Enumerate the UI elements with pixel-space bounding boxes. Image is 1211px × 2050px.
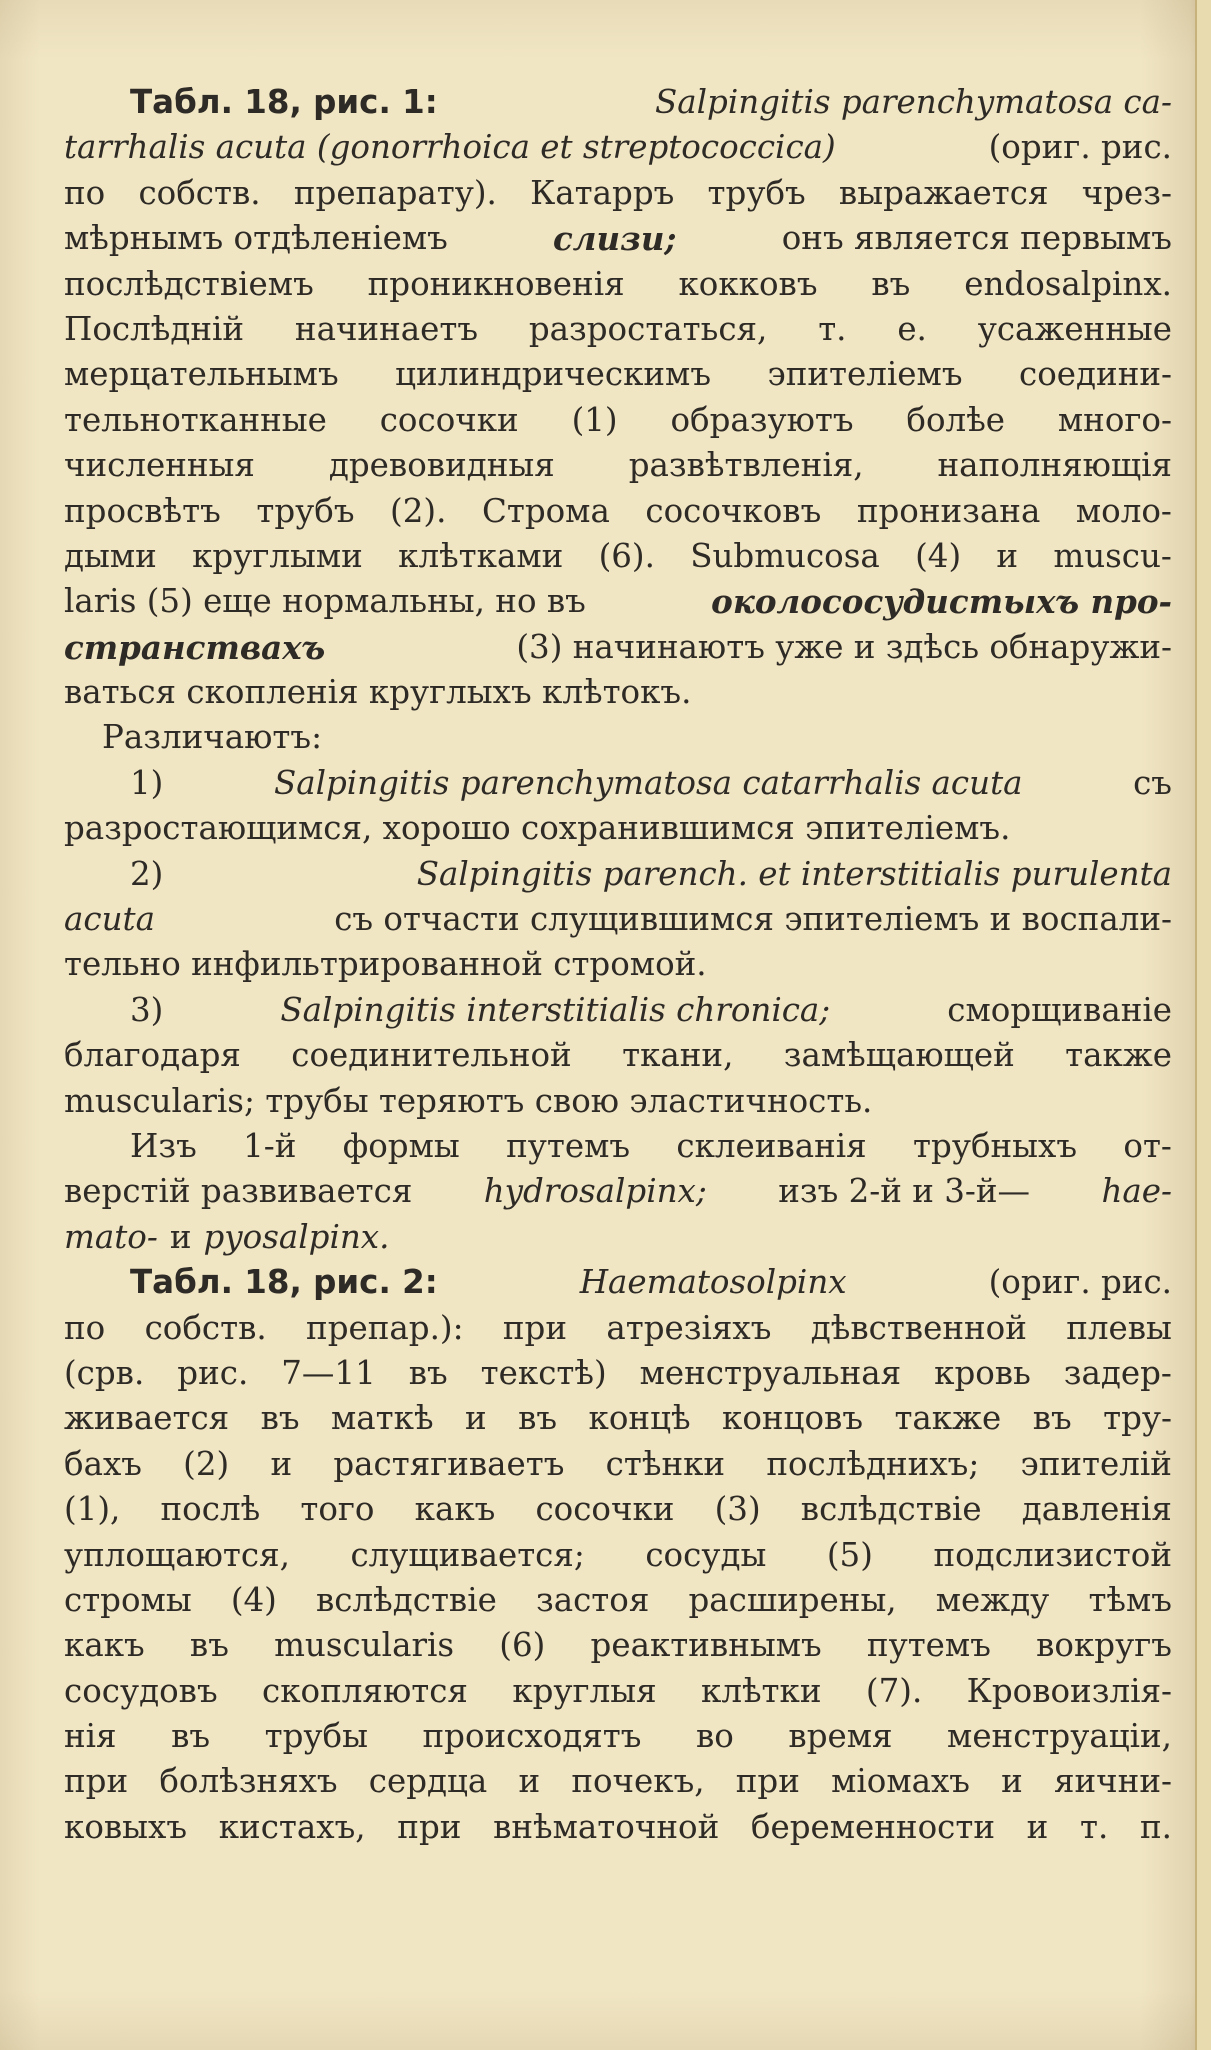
word: въ [518, 1399, 558, 1438]
word: при [64, 1762, 129, 1801]
text-line [64, 1396, 1172, 1441]
word: слущивается; [350, 1535, 585, 1574]
word: по [64, 173, 106, 212]
word: благодаря [64, 1036, 241, 1075]
word: болѣзняхъ [159, 1762, 338, 1801]
text-line [64, 942, 1172, 987]
text-line [64, 398, 1172, 443]
text-line [64, 307, 1172, 352]
text-line [64, 534, 1172, 579]
word: какъ [64, 1626, 145, 1665]
text-line [64, 80, 1172, 125]
word: трубныхъ [913, 1126, 1078, 1165]
latin-term: Salpingitis parench. et interstitialis purulenta [416, 854, 1172, 893]
text-line [64, 171, 1172, 216]
text-line [64, 897, 1172, 942]
word: задер- [1063, 1353, 1172, 1392]
text-segment: сморщиваніе [947, 990, 1172, 1029]
text-line [64, 806, 1172, 851]
text-line [64, 1805, 1172, 1850]
latin-term: tarrhalis acuta (gonorrhoica et streptococcica) [64, 128, 836, 167]
text-segment: и [169, 1217, 192, 1256]
text-line [64, 1169, 1172, 1214]
word: въ [871, 264, 911, 303]
text-segment: верстій развивается [64, 1172, 413, 1211]
word: е. [897, 309, 927, 348]
word: вслѣдствіе [800, 1490, 982, 1529]
text-line [64, 1623, 1172, 1668]
word: Катарръ [530, 173, 675, 212]
word: разростаться, [528, 309, 768, 348]
word: (срв. [64, 1353, 145, 1392]
word: послѣднихъ; [766, 1444, 980, 1483]
word: соединительной [291, 1036, 572, 1075]
word: подслизистой [933, 1535, 1172, 1574]
text-line [64, 1351, 1172, 1396]
word: сосочки [535, 1490, 675, 1529]
word: растягиваетъ [333, 1444, 565, 1483]
word: при [502, 1308, 568, 1347]
item-number: 3) [130, 990, 164, 1029]
list-item [64, 761, 1172, 806]
text-line [64, 1578, 1172, 1623]
text-line [64, 1033, 1172, 1078]
word: (6) [499, 1626, 546, 1665]
word: трубъ [256, 491, 355, 530]
word: от- [1123, 1126, 1172, 1165]
word: ковыхъ [64, 1807, 188, 1846]
word: много- [1057, 400, 1172, 439]
word: бахъ [64, 1444, 142, 1483]
item-number: 2) [130, 854, 164, 893]
word: скопляются [262, 1671, 468, 1710]
text-line [64, 1079, 1172, 1124]
list-item [64, 852, 1172, 897]
word: стромы [64, 1580, 192, 1619]
item-number: 1) [130, 763, 164, 802]
word: формы [342, 1126, 460, 1165]
word: трубъ [707, 173, 806, 212]
word: (6). [598, 536, 655, 575]
word: расширены, [688, 1580, 897, 1619]
word: сосочки [379, 400, 519, 439]
text-line [64, 579, 1172, 624]
word: (3) [714, 1490, 761, 1529]
text-line [64, 1714, 1172, 1759]
word: и [270, 1444, 293, 1483]
list-item [64, 988, 1172, 1033]
text-line [64, 352, 1172, 397]
word: древовидныя [328, 446, 555, 485]
word: эпителіемъ [767, 355, 963, 394]
word: въ [260, 1399, 300, 1438]
word: препар.): [306, 1308, 464, 1347]
text-segment: (ориг. рис. [988, 128, 1172, 167]
word: усаженные [977, 309, 1172, 348]
page-edge [1195, 0, 1211, 2050]
text-segment: ваться скопленія круглыхъ клѣтокъ. [64, 673, 692, 712]
page-text [64, 80, 1172, 1850]
emphasis-term: околососудистыхъ про- [711, 582, 1172, 622]
word: почекъ, [571, 1762, 705, 1801]
latin-term: hydrosalpinx; [483, 1172, 707, 1211]
word: Изъ [130, 1126, 197, 1165]
text-segment: онъ является первымъ [781, 219, 1172, 258]
word: давленія [1021, 1490, 1172, 1529]
word: (7). [865, 1671, 923, 1710]
word: (2). [390, 491, 447, 530]
word: клѣтки [701, 1671, 822, 1710]
word: текстѣ) [480, 1353, 607, 1392]
text-segment: съ [1133, 763, 1172, 802]
word: круглыя [512, 1671, 657, 1710]
word: также [1065, 1036, 1172, 1075]
word: маткѣ [331, 1399, 434, 1438]
word: соедини- [1019, 355, 1172, 394]
word: клѣтками [398, 536, 564, 575]
word: кокковъ [678, 264, 818, 303]
word: дѣвственной [810, 1308, 1027, 1347]
word: во [695, 1717, 734, 1756]
word: начинаетъ [294, 309, 479, 348]
text-line [64, 1306, 1172, 1351]
text-segment: съ отчасти слущившимся эпителіемъ и воспали- [334, 900, 1172, 939]
word: путемъ [506, 1126, 631, 1165]
text-line [64, 1215, 1172, 1260]
word: между [935, 1580, 1050, 1619]
word: застоя [536, 1580, 650, 1619]
word: концѣ [588, 1399, 691, 1438]
word: 7—11 [281, 1353, 376, 1392]
word: время [788, 1717, 893, 1756]
text-segment: muscularis; трубы теряютъ свою эластичность. [64, 1081, 873, 1120]
word: и [465, 1399, 487, 1438]
text-line [64, 1759, 1172, 1804]
latin-term: mato- [64, 1217, 158, 1256]
word: плевы [1066, 1308, 1172, 1347]
word: 1-й [243, 1126, 297, 1165]
word: просвѣтъ [64, 491, 221, 530]
word: того [300, 1490, 375, 1529]
word: также [894, 1399, 1002, 1438]
word: при [735, 1762, 800, 1801]
word: послѣдствіемъ [64, 264, 314, 303]
word: и [518, 1762, 541, 1801]
word: (1), [64, 1490, 121, 1529]
word: кистахъ, [218, 1807, 366, 1846]
word: менструаціи, [947, 1717, 1172, 1756]
word: какъ [414, 1490, 496, 1529]
word: въ [1032, 1399, 1072, 1438]
word: эпителій [1020, 1444, 1172, 1483]
word: послѣ [160, 1490, 261, 1529]
word: круглыми [192, 536, 363, 575]
text-line [64, 262, 1172, 307]
word: образуютъ [670, 400, 854, 439]
word: мерцательнымъ [64, 355, 339, 394]
text-line [64, 216, 1172, 261]
word: Кровоизлія- [966, 1671, 1172, 1710]
word: атрезіяхъ [606, 1308, 772, 1347]
word: (1) [571, 400, 618, 439]
word: Submucosa [690, 536, 880, 575]
word: собств. [144, 1308, 267, 1347]
word: препарату). [293, 173, 497, 212]
word: въ [408, 1353, 448, 1392]
text-segment: (ориг. рис. [988, 1263, 1172, 1302]
text-segment: тельно инфильтрированной стромой. [64, 945, 707, 984]
word: наполняющія [937, 446, 1172, 485]
word: живается [64, 1399, 230, 1438]
table-figure-ref: Табл. 18, рис. 1: [130, 83, 438, 121]
word: сосудовъ [64, 1671, 218, 1710]
word: нія [64, 1717, 117, 1756]
word: проникновенія [367, 264, 625, 303]
word: сосуды [645, 1535, 767, 1574]
word: и [1026, 1807, 1049, 1846]
text-line [64, 1260, 1172, 1305]
text-line [64, 1487, 1172, 1532]
table-figure-ref: Табл. 18, рис. 2: [130, 1263, 438, 1302]
text-line [64, 625, 1172, 670]
word: развѣтвленія, [628, 446, 864, 485]
text-line [64, 1124, 1172, 1169]
word: происходятъ [422, 1717, 642, 1756]
word: ткани, [622, 1036, 734, 1075]
text-line [64, 715, 1172, 760]
word: вокругъ [1036, 1626, 1172, 1665]
word: моло- [1075, 491, 1172, 530]
latin-term: hae- [1101, 1172, 1172, 1211]
word: концовъ [722, 1399, 863, 1438]
word: беременности [750, 1807, 995, 1846]
word: muscu- [1053, 536, 1172, 575]
word: и [1001, 1762, 1023, 1801]
text-line [64, 1669, 1172, 1714]
word: muscularis [274, 1626, 455, 1665]
word: реактивнымъ [590, 1626, 822, 1665]
text-line [64, 489, 1172, 534]
word: чрез- [1081, 173, 1172, 212]
text-line [64, 1533, 1172, 1578]
section-heading: Различаютъ: [102, 718, 323, 757]
word: (4) [915, 536, 962, 575]
text-segment: laris (5) еще нормальны, но въ [64, 582, 586, 621]
word: вслѣдствіе [316, 1580, 497, 1619]
word: цилиндрическимъ [395, 355, 712, 394]
word: внѣматочной [493, 1807, 720, 1846]
word: яични- [1054, 1762, 1172, 1801]
word: стѣнки [605, 1444, 726, 1483]
text-line [64, 670, 1172, 715]
word: сосочковъ [645, 491, 822, 530]
word: склеиванія [676, 1126, 867, 1165]
word: численныя [64, 446, 255, 485]
word: (5) [826, 1535, 873, 1574]
emphasis-term: странствахъ [64, 627, 326, 667]
word: уплощаются, [64, 1535, 290, 1574]
text-line [64, 125, 1172, 170]
word: endosalpinx. [964, 264, 1172, 303]
word: замѣщающей [783, 1036, 1015, 1075]
word: въ [189, 1626, 229, 1665]
latin-term: Haematosolpinx [579, 1263, 847, 1302]
text-line [64, 443, 1172, 488]
emphasis-term: слизи; [552, 219, 677, 259]
word: путемъ [866, 1626, 991, 1665]
word: кровь [934, 1353, 1031, 1392]
word: болѣе [906, 400, 1006, 439]
word: и [996, 536, 1019, 575]
word: Строма [481, 491, 610, 530]
latin-term: Salpingitis parenchymatosa catarrhalis acuta [273, 763, 1023, 802]
word: (4) [230, 1580, 277, 1619]
text-segment: изъ 2-й и 3-й— [778, 1172, 1031, 1211]
latin-term: acuta [64, 900, 155, 939]
word: т. [1080, 1807, 1109, 1846]
word: тру- [1103, 1399, 1172, 1438]
word: выражается [838, 173, 1049, 212]
word: въ [171, 1717, 211, 1756]
word: собств. [138, 173, 261, 212]
latin-term: pyosalpinx. [203, 1217, 390, 1256]
word: т. [818, 309, 847, 348]
word: тельнотканные [64, 400, 327, 439]
latin-term: Salpingitis parenchymatosa ca- [655, 83, 1172, 121]
word: пронизана [856, 491, 1041, 530]
word: (2) [183, 1444, 230, 1483]
word: менструальная [639, 1353, 902, 1392]
word: трубы [264, 1717, 368, 1756]
latin-term: Salpingitis interstitialis chronica; [280, 990, 831, 1029]
word: тѣмъ [1088, 1580, 1172, 1619]
word: по [64, 1308, 106, 1347]
word: п. [1140, 1807, 1172, 1846]
word: сердца [368, 1762, 488, 1801]
text-segment: разростающимся, хорошо сохранившимся эпителіемъ. [64, 809, 1011, 848]
word: при [397, 1807, 462, 1846]
text-segment: (3) начинаютъ уже и здѣсь обнаружи- [516, 627, 1172, 666]
text-segment: мѣрнымъ отдѣленіемъ [64, 219, 448, 258]
word: рис. [177, 1353, 249, 1392]
word: дыми [64, 536, 157, 575]
text-line [64, 1442, 1172, 1487]
word: міомахъ [831, 1762, 970, 1801]
word: Послѣдній [64, 309, 245, 348]
